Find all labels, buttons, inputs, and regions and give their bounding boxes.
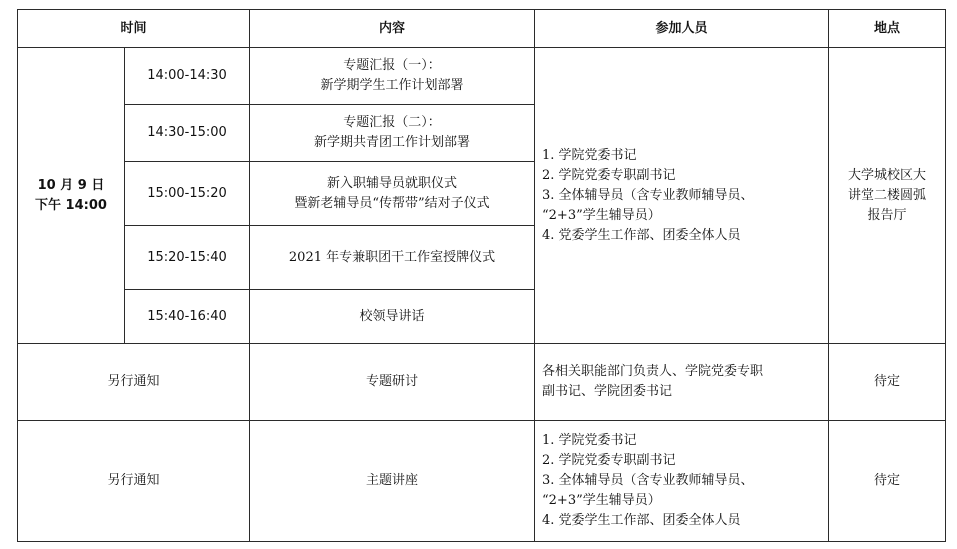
participant-line: 2. 学院党委专职副书记: [542, 167, 676, 183]
slot-content: [250, 226, 535, 290]
content-line: 专题汇报（一）：: [343, 58, 441, 73]
lecture-participants: [535, 421, 829, 542]
participant-line: 1. 学院党委书记: [542, 433, 637, 448]
session-location: [829, 48, 946, 344]
participant-line: 4. 党委学生工作部、团委全体人员: [542, 513, 741, 528]
slot-time: 15:20-15:40: [125, 226, 250, 290]
header-content: 内容: [250, 10, 535, 48]
slot-content: [250, 162, 535, 226]
content-line: 校领导讲话: [359, 308, 425, 324]
participant-line: “2+3”学生辅导员）: [542, 207, 661, 223]
lecture-location: 待定: [829, 421, 946, 542]
slot-time: 15:40-16:40: [125, 290, 250, 344]
schedule-table: [17, 9, 946, 542]
location-line: 讲堂二楼圆弧: [848, 187, 927, 203]
participant-line: 副书记、学院团委书记: [542, 384, 673, 399]
table-row: [18, 421, 946, 542]
location-line: 大学城校区大: [848, 167, 927, 183]
participant-line: “2+3”学生辅导员）: [542, 493, 661, 508]
participant-line: 各相关职能部门负责人、学院党委专职: [542, 364, 764, 379]
slot-content: [250, 105, 535, 162]
participant-line: 2. 学院党委专职副书记: [542, 453, 676, 468]
slot-content: [250, 290, 535, 344]
session-participants: [535, 48, 829, 344]
header-participants: 参加人员: [535, 10, 829, 48]
slot-time: 14:30-15:00: [125, 105, 250, 162]
location-line: 报告厅: [867, 207, 907, 223]
seminar-content: 专题研讨: [250, 344, 535, 421]
participant-line: 1. 学院党委书记: [542, 147, 637, 163]
header-location: 地点: [829, 10, 946, 48]
seminar-time: 另行通知: [18, 344, 250, 421]
date-line: 10 月 9 日: [37, 177, 105, 193]
slot-time: 14:00-14:30: [125, 48, 250, 105]
table-row: [18, 48, 946, 105]
seminar-location: 待定: [829, 344, 946, 421]
content-line: 新入职辅导员就职仪式: [327, 175, 458, 191]
header-time: 时间: [18, 10, 250, 48]
content-line: 新学期学生工作计划部署: [320, 78, 464, 93]
date-line: 下午 14:00: [35, 197, 107, 213]
header-row: [18, 10, 946, 48]
content-line: 暨新老辅导员“传帮带”结对子仪式: [294, 195, 490, 211]
content-line: 2021 年专兼职团干工作室授牌仪式: [288, 249, 496, 265]
seminar-participants: [535, 344, 829, 421]
slot-time: 15:00-15:20: [125, 162, 250, 226]
participant-line: 3. 全体辅导员（含专业教师辅导员、: [542, 473, 754, 488]
session-date: [18, 48, 125, 344]
lecture-time: 另行通知: [18, 421, 250, 542]
content-line: 专题汇报（二）：: [343, 115, 441, 130]
participant-line: 4. 党委学生工作部、团委全体人员: [542, 227, 741, 243]
table-row: [18, 344, 946, 421]
lecture-content: 主题讲座: [250, 421, 535, 542]
participant-line: 3. 全体辅导员（含专业教师辅导员、: [542, 187, 754, 203]
slot-content: [250, 48, 535, 105]
content-line: 新学期共青团工作计划部署: [314, 135, 471, 150]
